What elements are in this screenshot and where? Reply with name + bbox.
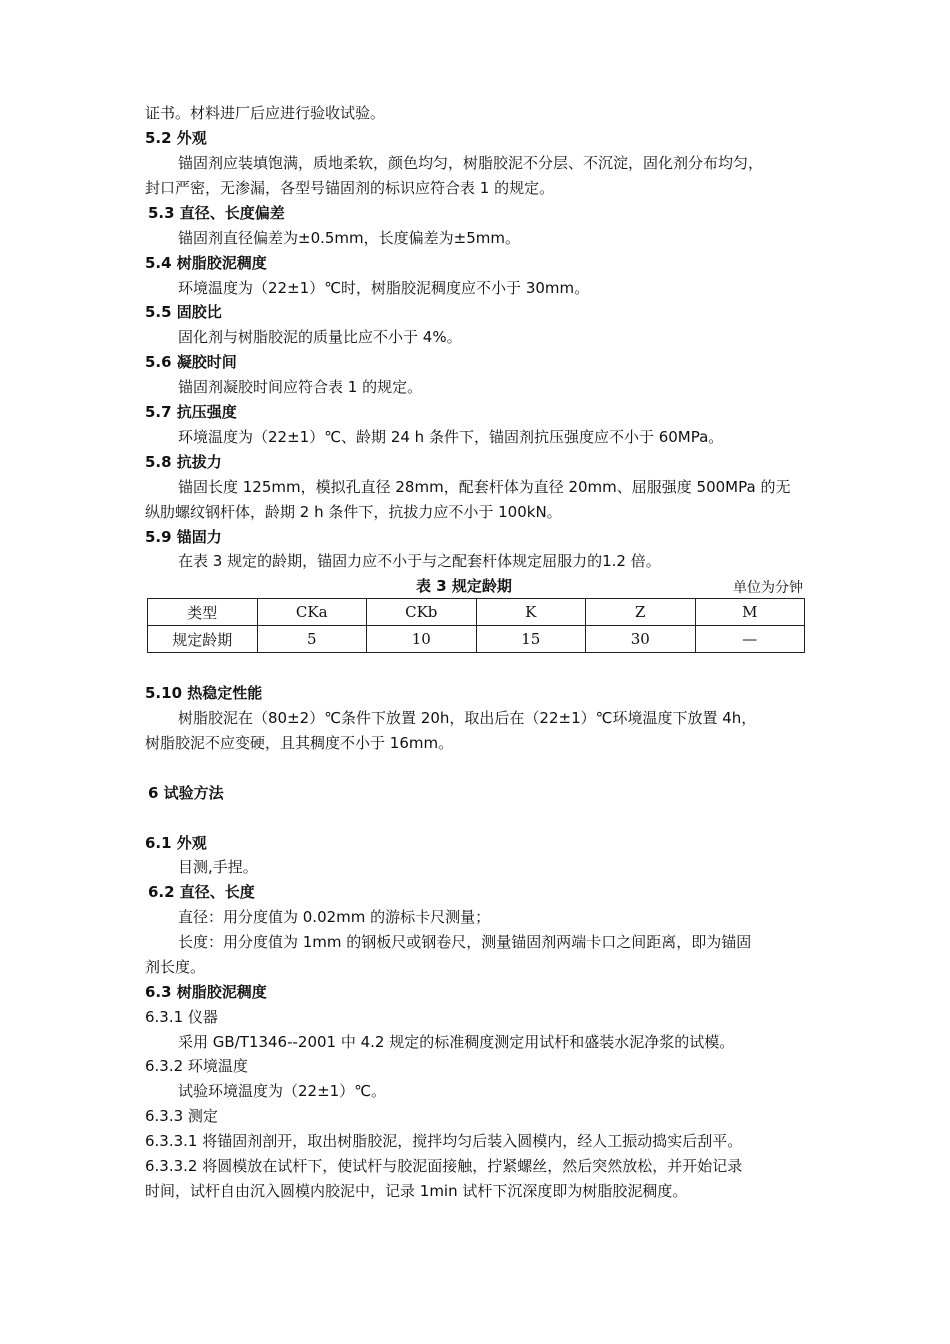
subsection-heading-6-3-2: 6.3.2 环境温度 [145, 1057, 248, 1075]
paragraph-line: 环境温度为（22±1）℃、龄期 24 h 条件下，锚固剂抗压强度应不小于 60MPa。 [178, 428, 724, 446]
table-cell: CKb [367, 599, 477, 626]
paragraph-line: 长度：用分度值为 1mm 的钢板尺或钢卷尺，测量锚固剂两端卡口之间距离，即为锚固 [178, 933, 752, 951]
section-heading-5-3: 5.3 直径、长度偏差 [148, 204, 285, 222]
table-cell: 15 [476, 626, 586, 653]
section-heading-5-8: 5.8 抗拔力 [145, 453, 222, 471]
paragraph-line: 锚固剂应装填饱满，质地柔软，颜色均匀，树脂胶泥不分层、不沉淀，固化剂分布均匀， [178, 154, 764, 172]
table-caption: 表 3 规定龄期 [416, 577, 512, 595]
paragraph-line: 直径：用分度值为 0.02mm 的游标卡尺测量； [178, 908, 491, 926]
section-heading-5-10: 5.10 热稳定性能 [145, 684, 263, 702]
paragraph-line: 6.3.3.2 将圆模放在试杆下，使试杆与胶泥面接触，拧紧螺丝，然后突然放松，并开始记录 [145, 1157, 743, 1175]
table-cell: CKa [257, 599, 367, 626]
table-cell: 10 [367, 626, 477, 653]
section-heading-6-3: 6.3 树脂胶泥稠度 [145, 983, 267, 1001]
section-heading-6-2: 6.2 直径、长度 [148, 883, 255, 901]
paragraph-line: 剂长度。 [145, 958, 206, 976]
paragraph-line: 在表 3 规定的龄期，锚固力应不小于与之配套杆体规定屈服力的1.2 倍。 [178, 552, 661, 570]
paragraph-line: 目测,手捏。 [178, 858, 258, 876]
paragraph-line: 锚固剂直径偏差为±0.5mm，长度偏差为±5mm。 [178, 229, 520, 247]
section-heading-5-5: 5.5 固胶比 [145, 303, 222, 321]
section-heading-5-7: 5.7 抗压强度 [145, 403, 237, 421]
table-row [148, 626, 805, 653]
paragraph-line: 试验环境温度为（22±1）℃。 [178, 1082, 387, 1100]
age-table [147, 598, 805, 653]
paragraph-line: 时间，试杆自由沉入圆模内胶泥中，记录 1min 试杆下沉深度即为树脂胶泥稠度。 [145, 1182, 688, 1200]
paragraph-line: 锚固剂凝胶时间应符合表 1 的规定。 [178, 378, 423, 396]
section-heading-5-9: 5.9 锚固力 [145, 528, 222, 546]
section-heading-5-6: 5.6 凝胶时间 [145, 353, 237, 371]
table-cell: M [695, 599, 805, 626]
paragraph-line: 树脂胶泥不应变硬，且其稠度不小于 16mm。 [145, 734, 454, 752]
paragraph-line: 树脂胶泥在（80±2）℃条件下放置 20h，取出后在（22±1）℃环境温度下放置 4h， [178, 709, 757, 727]
table-unit-note: 单位为分钟 [733, 580, 803, 596]
table-header-row [148, 599, 805, 626]
table-cell: 30 [586, 626, 696, 653]
paragraph-line: 采用 GB/T1346--2001 中 4.2 规定的标准稠度测定用试杆和盛装水泥净浆的试模。 [178, 1033, 735, 1051]
paragraph-line: 纵肋螺纹钢杆体，龄期 2 h 条件下，抗拔力应不小于 100kN。 [145, 503, 562, 521]
paragraph-line: 固化剂与树脂胶泥的质量比应不小于 4%。 [178, 328, 462, 346]
table-cell: Z [586, 599, 696, 626]
subsection-heading-6-3-1: 6.3.1 仪器 [145, 1008, 218, 1026]
section-heading-5-2: 5.2 外观 [145, 129, 207, 147]
paragraph-line: 封口严密，无渗漏，各型号锚固剂的标识应符合表 1 的规定。 [145, 179, 555, 197]
section-heading-5-4: 5.4 树脂胶泥稠度 [145, 254, 267, 272]
table-cell: 5 [257, 626, 367, 653]
section-heading-6-1: 6.1 外观 [145, 834, 207, 852]
subsection-heading-6-3-3: 6.3.3 测定 [145, 1107, 218, 1125]
paragraph-line: 证书。材料进厂后应进行验收试验。 [145, 104, 386, 122]
chapter-heading-6: 6 试验方法 [148, 784, 224, 802]
table-cell: — [695, 626, 805, 653]
table-cell: 类型 [148, 599, 258, 626]
paragraph-line: 环境温度为（22±1）℃时，树脂胶泥稠度应不小于 30mm。 [178, 279, 590, 297]
paragraph-line: 6.3.3.1 将锚固剂剖开，取出树脂胶泥，搅拌均匀后装入圆模内，经人工振动捣实后刮平。 [145, 1132, 743, 1150]
table-cell: K [476, 599, 586, 626]
table-cell: 规定龄期 [148, 626, 258, 653]
paragraph-line: 锚固长度 125mm，模拟孔直径 28mm，配套杆体为直径 20mm、屈服强度 500MPa 的无 [178, 478, 791, 496]
